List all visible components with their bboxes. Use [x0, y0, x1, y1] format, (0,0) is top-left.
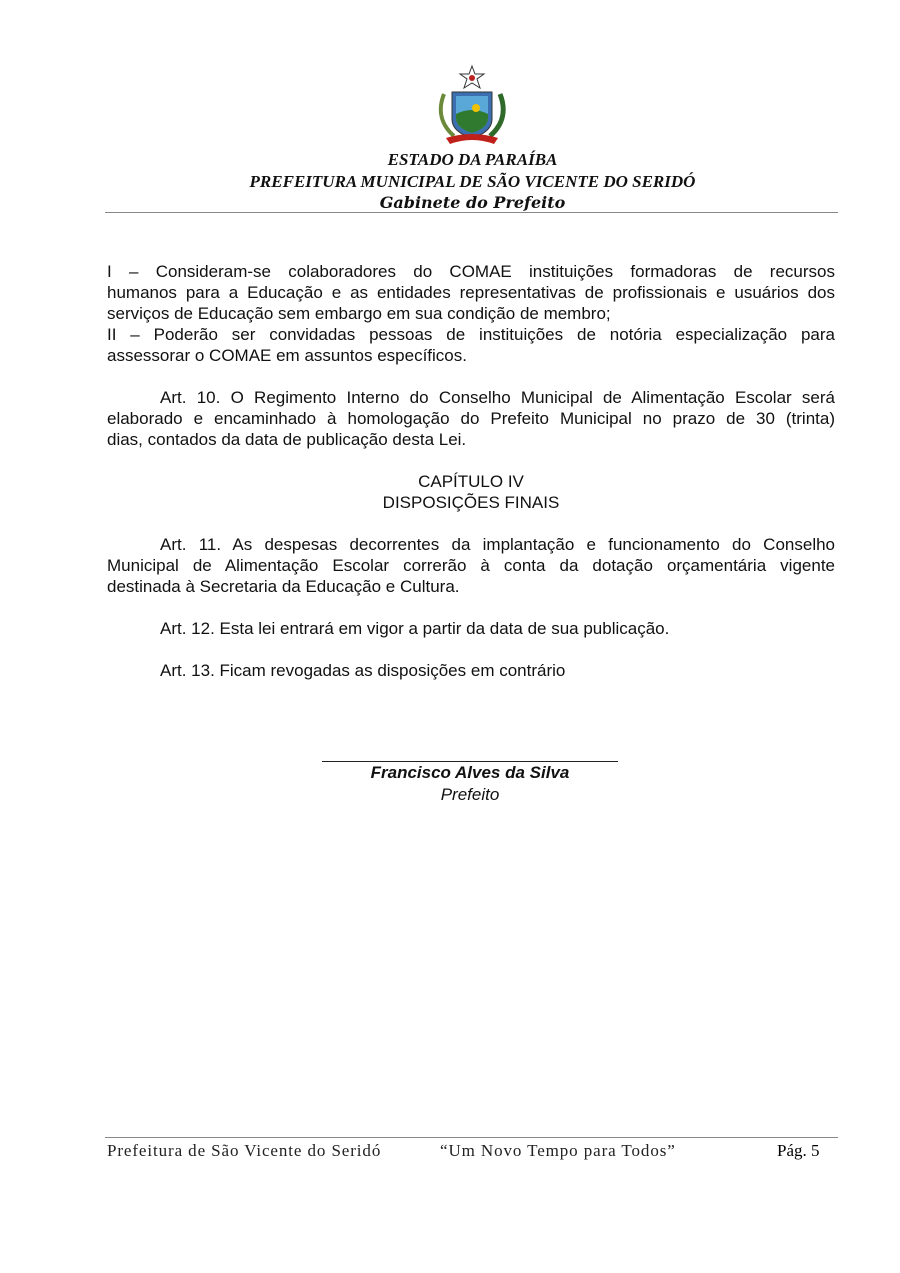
- article-13: Art. 13. Ficam revogadas as disposições em contrário: [160, 661, 566, 680]
- signatory-name: Francisco Alves da Silva: [370, 763, 570, 782]
- article-11-line: destinada à Secretaria da Educação e Cultura.: [107, 577, 460, 596]
- article-11-line: Municipal de Alimentação Escolar correrão à conta da dotação orçamentária vigente: [107, 556, 835, 575]
- paragraph-line: assessorar o COMAE em assuntos específicos.: [107, 346, 467, 365]
- header-office: Gabinete do Prefeito: [379, 193, 566, 212]
- article-10-line: Art. 10. O Regimento Interno do Conselho Municipal de Alimentação Escolar será: [160, 388, 835, 407]
- paragraph-line: humanos para a Educação e as entidades representativas de profissionais e usuários dos: [107, 283, 835, 302]
- chapter-number: CAPÍTULO IV: [418, 472, 524, 491]
- article-12: Art. 12. Esta lei entrará em vigor a partir da data de sua publicação.: [160, 619, 670, 638]
- article-11-line: Art. 11. As despesas decorrentes da implantação e funcionamento do Conselho: [160, 535, 835, 554]
- footer-divider: [105, 1137, 838, 1138]
- paragraph-line: serviços de Educação sem embargo em sua condição de membro;: [107, 304, 611, 323]
- header-state: ESTADO DA PARAÍBA: [387, 150, 558, 169]
- document-body: [107, 261, 835, 681]
- footer-prefecture: Prefeitura de São Vicente do Seridó: [107, 1141, 382, 1160]
- chapter-title: DISPOSIÇÕES FINAIS: [382, 493, 560, 512]
- page-number: Pág. 5: [777, 1141, 820, 1160]
- header-prefecture: PREFEITURA MUNICIPAL DE SÃO VICENTE DO SERIDÓ: [249, 172, 696, 191]
- paragraph-line: I – Consideram-se colaboradores do COMAE instituições formadoras de recursos: [107, 262, 835, 281]
- signatory-role: Prefeito: [440, 785, 500, 804]
- paragraph-line: II – Poderão ser convidadas pessoas de instituições de notória especialização para: [107, 325, 835, 344]
- header-divider: [105, 212, 838, 213]
- article-10-line: elaborado e encaminhado à homologação do Prefeito Municipal no prazo de 30 (trinta): [107, 409, 835, 428]
- coat-of-arms-logo: [432, 64, 512, 148]
- signature-line: [322, 761, 618, 762]
- article-10-line: dias, contados da data de publicação desta Lei.: [107, 430, 467, 449]
- footer-motto: “Um Novo Tempo para Todos”: [440, 1141, 676, 1160]
